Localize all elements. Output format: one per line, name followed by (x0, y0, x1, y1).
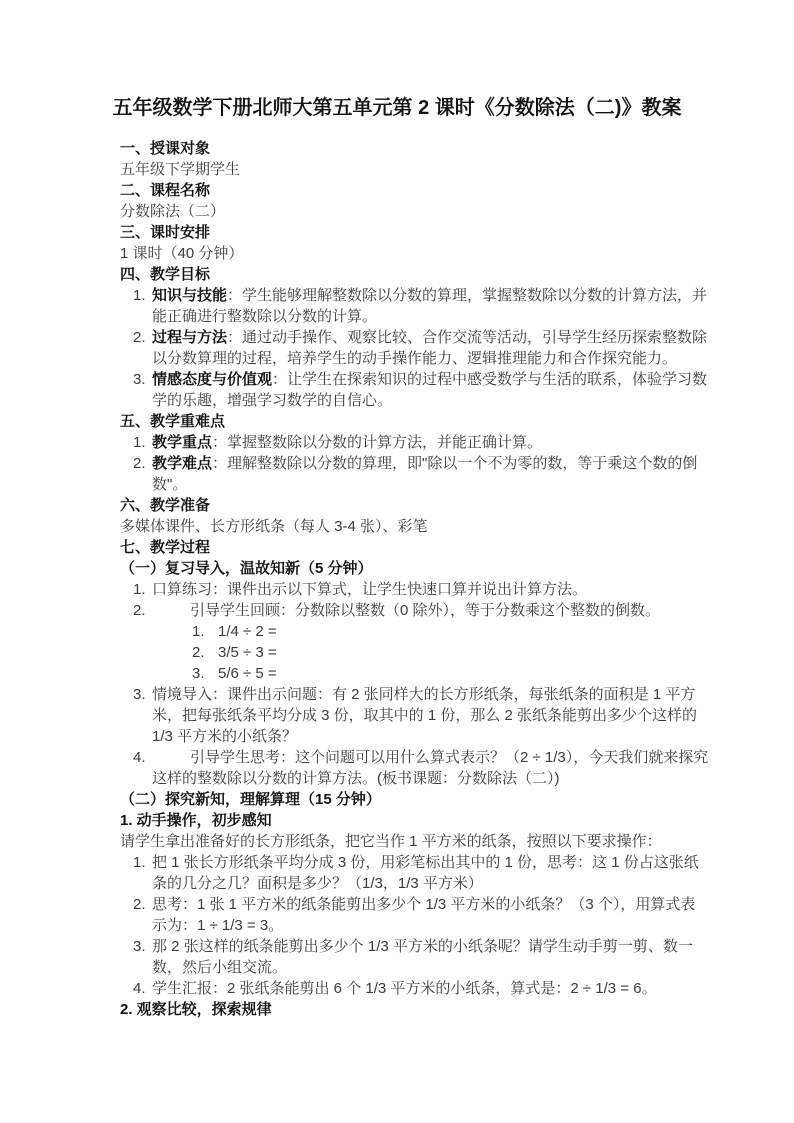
section-heading: 一、授课对象 (120, 140, 211, 157)
section-heading: 2. 观察比较，探索规律 (120, 1001, 272, 1018)
list-item-text (152, 453, 710, 495)
list-item-text: 把 1 张长方形纸条平均分成 3 份，用彩笔标出其中的 1 份，思考：这 1 份占这张纸条的几分之几？面积是多少？（1/3，1/3 平方米） (152, 854, 699, 892)
list-item (120, 894, 710, 936)
list-item-text: 那 2 张这样的纸条能剪出多少个 1/3 平方米的小纸条呢？请学生动手剪一剪、数一数，然后小组交流。 (152, 938, 693, 976)
paragraph: 1 课时（40 分钟） (120, 245, 244, 262)
list-item (120, 432, 710, 453)
list-item (120, 747, 710, 789)
sub-list-item: 3/5 ÷ 3 = (218, 644, 277, 661)
list-item-rest: ：通过动手操作、观察比较、合作交流等活动，引导学生经历探索整数除以分数算理的过程，培养学生的动手操作能力、逻辑推理能力和合作探究能力。 (152, 329, 708, 367)
section-heading: 四、教学目标 (120, 266, 211, 283)
list-item-rest: ：理解整数除以分数的算理，即"除以一个不为零的数，等于乘这个数的倒数"。 (152, 455, 698, 493)
list-item-label: 知识与技能 (152, 287, 228, 304)
list-item-text: 引导学生回顾：分数除以整数（0 除外），等于分数乘这个整数的倒数。 (190, 602, 661, 619)
ordered-list (120, 285, 710, 411)
section-heading: （二）探究新知，理解算理（15 分钟） (120, 791, 381, 808)
sub-list-item: 5/6 ÷ 5 = (218, 665, 277, 682)
ordered-list (120, 432, 710, 495)
list-item (120, 600, 710, 684)
list-item-label: 教学难点 (152, 455, 213, 472)
list-item (120, 684, 710, 747)
list-item-text (152, 432, 710, 453)
paragraph: 多媒体课件、长方形纸条（每人 3-4 张）、彩笔 (120, 518, 428, 535)
list-item (120, 852, 710, 894)
sub-list-item: 1/4 ÷ 2 = (218, 623, 277, 640)
list-item (120, 579, 710, 600)
list-item-label: 过程与方法 (152, 329, 228, 346)
list-item (120, 369, 710, 411)
document-body (120, 138, 710, 1020)
list-item-text: 口算练习：课件出示以下算式，让学生快速口算并说出计算方法。 (152, 581, 588, 598)
section-heading: 五、教学重难点 (120, 413, 226, 430)
document-title: 五年级数学下册北师大第五单元第 2 课时《分数除法（二)》教案 (112, 97, 682, 119)
ordered-list (120, 579, 710, 789)
list-item (120, 285, 710, 327)
list-item-text: 情境导入：课件出示问题：有 2 张同样大的长方形纸条，每张纸条的面积是 1 平方米，把每张纸条平均分成 3 份，取其中的 1 份，那么 2 张纸条能剪出多少个这样的 1/3 平方米的小纸条？ (152, 686, 698, 745)
list-item-rest: ：掌握整数除以分数的计算方法，并能正确计算。 (212, 434, 543, 451)
list-item-text (152, 369, 710, 411)
list-item (120, 327, 710, 369)
list-item-text: 引导学生思考：这个问题可以用什么算式表示？（2 ÷ 1/3），今天我们就来探究这样的整数除以分数的计算方法。(板书课题：分数除法（二）) (152, 749, 709, 787)
sub-list (152, 621, 710, 684)
ordered-list (120, 852, 710, 999)
list-item-rest: ：让学生在探索知识的过程中感受数学与生活的联系，体验学习数学的乐趣，增强学习数学的自信心。 (152, 371, 708, 409)
list-item-text (152, 285, 710, 327)
list-item-text: 学生汇报：2 张纸条能剪出 6 个 1/3 平方米的小纸条，算式是：2 ÷ 1/3 = 6。 (152, 980, 657, 997)
section-heading: 二、课程名称 (120, 182, 211, 199)
section-heading: （一）复习导入，温故知新（5 分钟） (120, 560, 373, 577)
section-heading: 1. 动手操作，初步感知 (120, 812, 272, 829)
list-item-text (152, 327, 710, 369)
list-item-rest: ：学生能够理解整数除以分数的算理，掌握整数除以分数的计算方法，并能正确进行整数除以分数的计算。 (152, 287, 708, 325)
paragraph: 分数除法（二） (120, 203, 226, 220)
paragraph: 五年级下学期学生 (120, 161, 241, 178)
section-heading: 三、课时安排 (120, 224, 211, 241)
paragraph: 请学生拿出准备好的长方形纸条，把它当作 1 平方米的纸条，按照以下要求操作： (120, 833, 662, 850)
list-item-text: 思考：1 张 1 平方米的纸条能剪出多少个 1/3 平方米的小纸条？（3 个），用算式表示为：1 ÷ 1/3 = 3。 (152, 896, 696, 934)
list-item-label: 教学重点 (152, 434, 213, 451)
list-item-label: 情感态度与价值观 (152, 371, 273, 388)
list-item (120, 936, 710, 978)
list-item (120, 453, 710, 495)
section-heading: 七、教学过程 (120, 539, 211, 556)
list-item (120, 978, 710, 999)
section-heading: 六、教学准备 (120, 497, 211, 514)
